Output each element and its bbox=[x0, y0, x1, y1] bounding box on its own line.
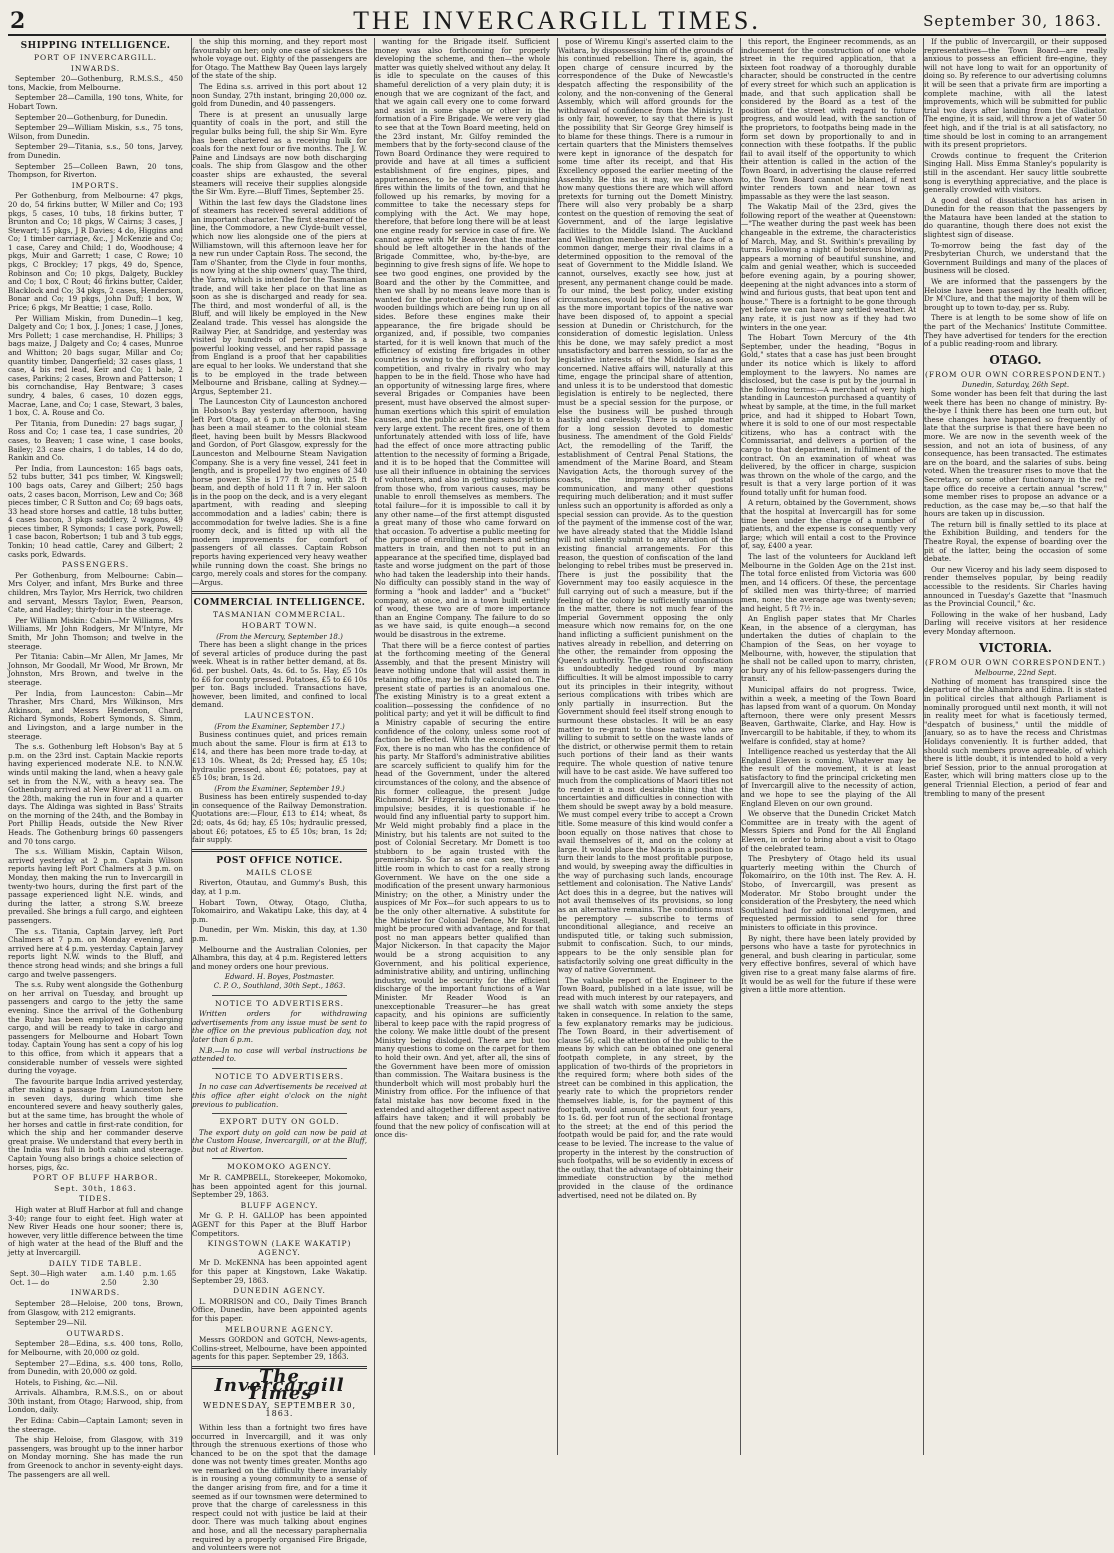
newspaper-page bbox=[8, 6, 1107, 1553]
paragraph: September 20—Gothenburg, for Dunedin. bbox=[15, 112, 168, 122]
paragraph: The Launceston City of Launceston anchored in Hobson's Bay yesterday afternoon, having left Port Otago, at 6 p.m. on the 9th inst. She has been a mail steamer to the colonial steam fleet, having been built by Messrs Blackwood and Gordon, of Port Glasgow, expressly for the Launceston and Melbourne Steam Navigation Company. She is a very fine vessel, 241 feet in length, and is propelled by two engines of 340 horse power. She is 177 ft long, with 25 ft beam, and depth of hold 11 ft 7 in. Her saloon is in the poop on the deck, and is a very elegant apartment, with reading and sleeping accommodation and a ladies' cabin; there is accommodation for twelve ladies. She is a fine roomy deck, and is fitted up with all the modern improvements for comfort of passengers of all classes. Captain Robson reports having experienced very heavy weather while running down the coast. She brings no cargo, merely coals and stores for the company.—Argus. bbox=[192, 397, 367, 587]
paragraph: The s.s. Ruby went alongside the Gothenburg on her arrival on Tuesday, and brought up passengers and cargo to the jetty the same evening. Since the arrival of the Gothenburg the Ruby has been employed in discharging cargo, and will be ready to take in cargo and passengers for Melbourne and Hobart Town today. Captain Young has sent a copy of his log to this office, from which it appears that a considerable number of vessels were sighted during the voyage. bbox=[8, 980, 183, 1076]
sub-heading: BLUFF AGENCY. bbox=[240, 1200, 319, 1210]
sub-heading: NOTICE TO ADVERTISERS. bbox=[215, 1071, 344, 1081]
paragraph: September 28—Edina, s.s. 400 tons, Rollo, for Melbourne, with 20,000 oz gold. bbox=[8, 1339, 183, 1357]
column-3 bbox=[374, 38, 550, 1455]
paragraph: We observe that the Dunedin Cricket Match Committee are in treaty with the agent of Messrs Spiers and Pond for the All England Eleven, in order to bring about a visit to Otago of the celebrated team. bbox=[741, 809, 916, 853]
tide-table-title: DAILY TIDE TABLE. bbox=[48, 1258, 143, 1268]
table-cell: a.m. 1.40 bbox=[100, 1270, 135, 1279]
paragraph: The favourite barque India arrived yesterday, after making a passage from Launceston here in seven days, during which time she encountered severe and heavy southerly gales, but at the same time, has brought the whole of her horses and cattle in first-rate condition, for which the ship and her commander deserve great praise. We understand that every berth in the India was full in both cabin and steerage. Captain Young also brings a choice selection of horses, pigs, &c. bbox=[8, 1076, 183, 1172]
column-1 bbox=[8, 38, 183, 1479]
sub-heading: HOBART TOWN. bbox=[241, 621, 318, 630]
paragraph: September 29—William Miskin, s.s., 75 tons, Wilson, from Dunedin. bbox=[8, 123, 183, 141]
paragraph: There has been a slight change in the prices of several articles of produce during the past week. Wheat is in rather better demand, at 8s. 6d. per bushel. Oats, 4s. 6d. to 5s. Hay, £5 10s to £6 for county pressed. Potatoes, £5 to £6 10s per ton. Bags included. Transactions have, however, been limited, and confined to local demand. bbox=[192, 640, 367, 710]
paragraph: Business continues quiet, and prices remain much about the same. Flour is firm at £13 to £14, and there has been more trade to-day, at £13 10s. Wheat, 8s 2d; Pressed hay, £5 10s; hydraulic pressed, about £6; potatoes, pay at £5 10s; bran, 1s 2d. bbox=[192, 730, 367, 783]
paragraph: Melbourne and the Australian Colonies, per Alhambra, this day, at 4 p.m. Registered letters and money orders one hour previous. bbox=[192, 944, 367, 971]
sub-heading: MELBOURNE AGENCY. bbox=[225, 1324, 334, 1334]
sub-heading: INWARDS. bbox=[70, 63, 121, 73]
tide-table bbox=[8, 1270, 183, 1287]
source-note: (From the Examiner, September 17.) bbox=[214, 722, 345, 731]
paragraph: Municipal affairs do not progress. Twice, within a week, a meeting of the Town Board has lapsed from want of a quorum. On Monday afternoon, there were only present Messrs Beaven, Garthwaite, Clarke, and Hay. How is Invercargill to be habitable, if they, to whom its welfare is confided, stay at home? bbox=[741, 684, 916, 746]
paragraph: this report, the Engineer recommends, as an inducement for the construction of one whole street in the required application, that a sixteen foot roadway of a thoroughly durable character, should be constructed in the centre of every street for which such an application is made, and that such application shall be considered by the Board as a test of the position of the street with regard to future progress, and would lead, with the sanction of the proprietors, to footpaths being made in the form set down by proportionally to and in connection with these footpaths. If the public fail to avail itself of the opportunity to which their attention is called in the action of the Town Board, in advertising the clause referred to, the Town Board cannot be blamed, if next winter renders town and near town as impassable as they were the last season. bbox=[741, 37, 916, 201]
section-heading: SHIPPING INTELLIGENCE. bbox=[20, 41, 171, 51]
paragraph: There is at present an unusually large quantity of coals in the port, and still the regular bulks being full, the ship Sir Wm. Eyre has been chartered as a receiving hulk for coals for the next four or five months. The J. W. Paine and Lindsays are now both discharging coals. The ship from Glasgow and the other coaster ships are exhausted, the several steamers will receive their supplies alongside the Sir Wm. Eyre.—Bluff Times, September 25. bbox=[192, 109, 367, 197]
sub-heading: TASMANIAN COMMERCIAL. bbox=[213, 610, 346, 620]
paragraph: the ship this morning, and they report most favourably on her; only one case of sickness the whole voyage out. Eighty of the passengers are for Otago. The Matthew Bay Queen lays largely of the state of the ship. bbox=[192, 37, 367, 81]
paragraph: In no case can Advertisements be received at this office after eight o'clock on the night previous to publication. bbox=[192, 1082, 367, 1109]
paragraph: wanting for the Brigade itself. Sufficient money was also forthcoming for properly developing the scheme, and then—the whole matter was quietly shelved without any delay. It is idle to speculate on the causes of this shameful dereliction of a very plain duty; it is enough that we are cognizant of the fact, and that we again call every one to come forward and assist in some shape or other in the formation of a Fire Brigade. We were very glad to see that at the Town Board meeting, held on the 23rd instant, Mr. Gilfoy reminded the members that by the forty-second clause of the Town Board Ordinance they were required to provide and have at all times a sufficient establishment of fire engines, pipes, and appurtenances, to be used for extinguishing fires within the limits of the town, and that he followed up his remarks, by moving for a committee to take the necessary steps for complying with the Act. We may hope, therefore, that before long there will be at least one engine ready for service in case of fire. We cannot agree with Mr Beaven that the matter should be left altogether in the hands of the Brigade Committee, who, by-the-bye, are beginning to give fresh signs of life. We hope to see two good engines, one provided by the Board and the other by the Committee, and then we shall by no means leave more than is wanted for the protection of the long lines of wooden buildings which are being run up on all sides. Before these engines make their appearance, the fire brigade should be organized, and, if possible, two companies started, for it is well known that much of the efficiency of existing fire brigades in other countries is owing to the efforts put on foot by competition, and rivalry in rivalry who may happen to be in the field. Those who have had an opportunity of witnessing large fires, where several Brigades or Companies have been present, must have observed the almost super-human exertions which this spirit of emulation causes, and the public are the gainers by it to a very large extent. The recent fires, one of them unfortunately attended with loss of life, have had the effect of once more attracting public attention to the necessity of forming a Brigade, and it is to be hoped that the Committee will use all their influence in obtaining the services of volunteers, and also in getting subscriptions from those who, from various causes, may be unable to enroll themselves as members. The total failure—for it is impossible to call it by any other name—of the first attempt disgusted a great many of those who came forward on that occasion. To advertise a public meeting for the purpose of enrolling members and setting matters in train, and then not to put in an appearance at the specified time, displayed bad taste and worse judgment on the part of those who had taken the leadership into their hands. No difficulty can possibly stand in the way of forming a "hook and ladder" and a "bucket" company, at once, and in a town built entirely of wood, these two are of more importance than an Engine Company. The failure to do so as we have said, is quite enough—a second would be disastrous in the extreme. bbox=[375, 37, 550, 639]
paragraph: Per Titania: Cabin—Mr Allen, Mr James, Mr Johnson, Mr Goodall, Mr Wood, Mr Brown, Mr Johnston, Mrs Brown, and twelve in the steerage. bbox=[8, 652, 183, 687]
divider bbox=[192, 849, 367, 852]
paragraph: Per India, from Launceston: 165 bags oats, 52 tubs butter, 341 pcs timber, W. Kingswell; 100 bags oats, Carey and Gilbert; 250 bags oats, 2 cases bacon, Morrison, Lew and Co; 368 pieces timber, C R Sutton and Co; 69 bags oats, 33 head store horses and cattle, 18 tubs butter, 4 cases bacon, 3 pkgs saddlery, 2 wagons, 49 pieces timber, R Symonds; 1 case pork, Powell; 1 case bacon, Robertson; 1 tub and 3 tub eggs, Tonkin; 10 head cattle, Carey and Gilbert; 2 casks pork, Edwards. bbox=[8, 463, 183, 559]
paragraph: Per India, from Launceston: Cabin—Mr Thrasher, Mrs Chard, Mrs Wilkinson, Mrs Atkinson, and Messrs Henderson, Chard, Richard Symonds, Robert Symonds, S. Simm, and Livingston, and a large number in the steerage. bbox=[8, 688, 183, 741]
paragraph: The last of the volunteers for Auckland left Melbourne in the Golden Age on the 21st inst. The total force enlisted from Victoria was 600 men, and 14 officers. Of these, the percentage of skilled men was thirty-three; of married men, none; the average age was twenty-seven; and height, 5 ft 7½ in. bbox=[741, 552, 916, 613]
paragraph: An English paper states that Mr Charles Kean, in the absence of a clergyman, has undertaken the duties of chaplain to the Champion of the Seas, on her voyage to Melbourne, with, however, the stipulation that he shall not be called upon to marry, christen, or bury any of his fellow-passengers during the transit. bbox=[741, 614, 916, 684]
table-cell: 2.50 bbox=[100, 1278, 117, 1287]
paragraph: Some wonder has been felt that during the last week there has been no change of ministry. By-the-bye I think there has been one turn out, but these changes have happened so frequently of late that the surprise is that there have been no more. We are now in the seventh week of the session, and not an iota of business, of any consequence, has been transacted. The estimates are on the board, and the salaries of subs. being voted. When the treasurer rises to move that the Secretary, or some other functionary in the red tape office do receive a certain annual "screw," some member rises to propose an advance or a reduction, as the case may be,—so that half the hours are taken up in discussion. bbox=[924, 388, 1107, 519]
paper-nameplate: The Invercargill Times bbox=[214, 1365, 345, 1405]
source-note: (From the Examiner, September 19.) bbox=[214, 784, 345, 793]
paragraph: Nothing of moment has transpired since the departure of the Alhambra and Edina. It is stated in political circles that although Parliament is nominally prorogued until next month, it will not in reality meet for what is facetiously termed, "despatch of business," until the middle of January, so as to have the recess and Christmas Holidays conveniently. It is further added, that should such members prove agreeable, of which there is little doubt, it is intended to hold a very brief Session, prior to the annual prorogation at Easter, which will bring matters close up to the general Triennial Election, a period of fear and trembling to many of the present bbox=[924, 676, 1107, 798]
paragraph: That there will be a fierce contest of parties at the forthcoming meeting of the General Assembly, and that the present Ministry will leave nothing undone that will assist them in retaining office, may be fully calculated on. The present state of parties is an anomalous one. The existing Ministry is to a great extent a coalition—possessing the confidence of no political party; and yet it will be difficult to find a Ministry capable of securing the entire confidence of the colony, unless some root of faction be effected. With the exception of Mr Fox, there is no man who has the confidence of his party. Mr Stafford's administrative abilities are scarcely sufficient to qualify him for the head of the Government, under the altered circumstances of the colony, and the absence of his former colleague, the present Judge Richmond. Mr Fitzgerald is too romantic—too impulsive; besides, it is questionable if he would find any influential party to support him. Mr Weld might probably find a place in the Ministry, but his talents are not suited to the post of Colonial Secretary. Mr Domett is too stubborn to be again trusted with the premiership. So far as one can see, there is little room in which to cast for a really strong Government. We have on the one side a modification of the present unwary harmonious Ministry; on the other, a Ministry under the auspices of Mr Fox—for such appears to us to be the only other alternative. A substitute for the Minister for Colonial Defence, Mr Russell, might be procured with advantage, and for that post no man appears better qualified than Major Nickerson. In that capacity the Major would be a strong acquisition to any Government, and his political experience, administrative ability, and untiring, unflinching industry, would be security for the efficient discharge of the important functions of a War Minister. Mr Reader Wood is an unexceptionable Treasurer—he has great capacity, and his opinions are sufficiently liberal to keep pace with the rapid progress of the colony. We make little doubt of the present Ministry being dislodged. There are but too many questions to come on the carpet for them to hold their own. And yet, after all, the sins of the Government have been more of omission than commission. The Waitara business is the thunderbolt which will most probably hurl the Ministry from office. For the influence of that fatal mistake has now become fixed in the extended and altogether different aspect native affairs have taken; and it will probably be found that the new policy of confiscation will at once dis- bbox=[375, 640, 550, 1140]
paragraph: Within the last few days the Gladstone lines of steamers has received several additions of an important character. The first steamer of the line, the Commodore, a new Clyde-built vessel, which now lies alongside one of the piers at Williamstown, will this afternoon leave her for a new run under Captain Ross. The second, the Tam o'Shanter, from the Clyde in four months, is now lying at the ship owners' quay. The third, the Yarra, which is intended for the Tasmanian trade, and will take her place on that line as soon as she is discharged and ready for sea. The third, and most wonderful of all, is the Bluff, and will likely be employed in the New Zealand trade. This vessel has alongside the Railway Pier, at Sandridge, and yesterday was visited by hundreds of persons. She is a powerful looking vessel, and her rapid passage from England is a proof that her capabilities are equal to her looks. We understand that she is to be employed in the trade between Melbourne and Brisbane, calling at Sydney.—Argus, September 21. bbox=[192, 197, 367, 396]
sub-heading: KINGSTOWN (LAKE WAKATIP) AGENCY. bbox=[207, 1239, 352, 1257]
section-heading: POST OFFICE NOTICE. bbox=[216, 855, 343, 866]
paragraph: There is at length to be some show of life on the part of the Mechanics' Institute Committee. They have advertised for tenders for the erection of a public reading-room and library. bbox=[924, 313, 1107, 349]
paragraph: The Edina s.s. arrived in this port about 12 noon Sunday, 27th instant, bringing 20,000 oz. gold from Dunedin, and 40 passengers. bbox=[192, 81, 367, 109]
paragraph: The s.s. Titania, Captain Jarvey, left Port Chalmers at 7 p.m. on Monday evening, and arrived here at 4 p.m. yesterday. Captain Jarvey reports light N.W. winds to the Bluff, and thence strong head winds; and she brings a full cargo and twelve passengers. bbox=[8, 926, 183, 979]
paragraph: High water at Bluff Harbor at full and change 3·40; range four to eight feet. High water at New River Heads one hour sooner; there is, however, very little difference between the time of high water at the head of the Bluff and the jetty at Invercargill. bbox=[8, 1205, 183, 1257]
paragraph: Written orders for withdrawing advertisements from any issue must be sent to the office on the previous publication day, not later than 6 p.m. bbox=[192, 1009, 367, 1044]
section-heading: OTAGO. bbox=[989, 352, 1042, 367]
paragraph: Messrs GORDON and GOTCH, News-agents, Collins-street, Melbourne, have been appointed agents for this paper. September 29, 1863. bbox=[192, 1335, 367, 1362]
divider bbox=[212, 1158, 347, 1159]
paragraph: Per Gothenburg, from Melbourne: 47 pkgs, 20 do, 54 firkins butter, W Miller and Co; 193 pkgs, 5 cases, 10 tubs, 18 firkins butter, T Brunton and Co; 18 pkgs, W Cairns; 3 cases, J Stewart; 15 pkgs, J R Davies; 4 do, Higgins and Co; 1 timber carriage, &c., J McKenzie and Co; 1 case, Carey and Child; 1 do, Woodhouse; 4 pkgs, Muir and Garrett; 1 case, C Rowe; 10 pkgs, C Brockley; 17 pkgs, 49 do, Spence, Robinson and Co; 10 pkgs, Dalgety, Buckley and Co; 1 box, C Rout; 46 firkins butter, Calder, Blacklock and Co; 34 pkgs, 2 cases, Henderson, Bonar and Co; 19 pkgs, John Duff; 1 box, W Price; 6 pkgs, Mr Beattie; 1 case, Rollo. bbox=[8, 191, 183, 313]
column-2 bbox=[191, 37, 367, 1553]
paragraph: The Presbytery of Otago held its usual quarterly meeting within the Church of Tokomairiro, on the 10th inst. The Rev. A. H. Stobo, of Invercargill, was present as Moderator. Mr Stobo brought under the consideration of the Presbytery, the need which Southland had for additional clergymen, and requested permission to send for three ministers to officiate in this province. bbox=[741, 854, 916, 932]
sub-heading: Sept. 30th, 1863. bbox=[54, 1183, 137, 1193]
column-6 bbox=[923, 38, 1107, 1455]
columns bbox=[8, 37, 1107, 1553]
divider bbox=[212, 1068, 347, 1069]
section-heading: COMMERCIAL INTELLIGENCE. bbox=[193, 598, 366, 609]
paragraph: September 28—Camilla, 190 tons, White, for Hobart Town. bbox=[8, 93, 183, 111]
divider bbox=[192, 591, 367, 594]
paragraph: A return, obtained by the Government, shows that the hospital at Invercargill has for some time been under the charge of a number of patients, and the expense is consequently very large; which will entail a cost to the Province of, say, £400 a year. bbox=[741, 498, 916, 551]
paragraph: Hobart Town, Otway, Otago, Clutha, Tokomairiro, and Wakatipu Lake, this day, at 4 p.m. bbox=[192, 897, 367, 924]
paragraph: The export duty on gold can now be paid at the Custom House, Invercargill, or at the Bluff, but not at Riverton. bbox=[192, 1127, 367, 1154]
paragraph: N.B.—In no case will verbal instructions be attended to. bbox=[192, 1045, 367, 1064]
page-number: 2 bbox=[10, 8, 26, 34]
table-row bbox=[8, 1279, 183, 1288]
paragraph: September 28—Heloise, 200 tons, Brown, from Glasgow, with 212 emigrants. bbox=[8, 1298, 183, 1317]
paragraph: The s.s. William Miskin, Captain Wilson, arrived yesterday at 2 p.m. Captain Wilson reports having left Port Chalmers at 3 p.m. on Monday, then making the run to Invercargill in twenty-two hours, during the first part of the passage experienced light N.E. winds, and during the latter, a strong S.W. breeze prevailed. She brings a full cargo, and eighteen passengers. bbox=[8, 847, 183, 925]
paragraph: Intelligence reached us yesterday that the All England Eleven is coming. Whatever may be the result of the movement, it is at least satisfactory to find the principal cricketing men of Invercargill alive to the necessity of action, and we hope to see the playing of the All England Eleven on our own ground. bbox=[741, 747, 916, 808]
paragraph: Following in the wake of her husband, Lady Darling will receive visitors at her residence every Monday afternoon. bbox=[924, 609, 1107, 636]
sub-heading: (FROM OUR OWN CORRESPONDENT.) bbox=[924, 369, 1107, 379]
section-heading: VICTORIA. bbox=[979, 640, 1052, 655]
dateline: Melbourne, 22nd Sept. bbox=[974, 669, 1057, 678]
paragraph: Arrivals. Alhambra, R.M.S.S., on or about 30th instant, from Otago; Harwood, ship, from London, daily. bbox=[8, 1388, 183, 1415]
sub-heading: NOTICE TO ADVERTISERS. bbox=[215, 998, 344, 1008]
paragraph: September 29—Titania, s.s., 50 tons, Jarvey, from Dunedin. bbox=[8, 142, 183, 160]
paragraph: Business has been entirely suspended to-day in consequence of the Railway Demonstration. Quotations are:—Flour, £13 to £14; wheat, 8s 2d; oats, 4s 6d; hay, £5 10s; hydraulic pressed, about £6; potatoes, £5 to £5 10s; bran, 1s 2d; fair supply. bbox=[192, 792, 367, 845]
paragraph: Per Gothenburg, from Melbourne: Cabin—Mrs Colyer, and infant, Mrs Burke and three children, Mrs Taylor, Mrs Herrick, two children and servant, Messrs Taylor, Ewen, Pearson, Cate, and Hadley; thirty-four in the steerage. bbox=[8, 570, 183, 615]
signature-date: C. P. O., Southland, 30th Sept., 1863. bbox=[213, 981, 346, 990]
paragraph: pose of Wiremu Kingi's asserted claim to the Waitara, by dispossessing him of the grounds of his continued rebellion. There is, again, the open charge of censure incurred by the correspondence of the Duke of Newcastle's despatch affecting the responsibility of the colony, and the non-convening of the General Assembly, which will afford grounds for the withdrawal of confidence from the Ministry. It is only fair, however, to say that there is just the possibility that Sir George Grey himself is to blame for these things. There is a rumour in certain quarters that the Ministers themselves were kept in ignorance of the despatch for some time after its receipt, and that His Excellency opposed the earlier meeting of the Assembly. Be this as it may, we have shown how many questions there are which will afford pretexts for turning out the Domett Ministry. There will also very probably be a sharp contest on the question of removing the seat of Government, and of the large legislative facilities to the Middle Island. The Auckland and Wellington members may, in the face of a common danger, merge their rival claims in a determined opposition to the removal of the seat of Government to the Middle Island. We cannot, ourselves, exactly see how, just at present, any permanent change could be made. To our mind, the best policy, under existing circumstances, would be for the House, as soon as the more important topics of the native war have been disposed of, to appoint a special session at Dunedin or Christchurch, for the consideration of domestic legislation. Unless this be done, we may safely predict a most unsatisfactory and barren session, so far as the legislative interests of the Middle Island are concerned. Native affairs will, naturally at this time, engage the principal share of attention, and unless it is to be understood that domestic legislation is entirely to be neglected, there must be a special session for the purpose, or else the business will be pushed through hastily and carelessly. There is ample matter for a long session devoted to domestic business. The amendment of the Gold Fields' Act, the remodelling of the Tariff, the establishment of Central Penal Stations, the amendment of the Marine Board, and Steam Navigation Acts, the thorough survey of the coasts, the improvement of postal communication, and many other questions requiring much deliberation; and it must suffer unless such an opportunity is afforded as only a special session can provide. As to the question of the payment of the immense cost of the war, we have already stated that the Middle Island will not silently submit to any alteration of the existing financial arrangements. For this reason, the question of confiscation of the land belonging to rebel tribes must be preserved in. There is just the possibility that the Government may too easily acquiesce in the full carrying out of such a measure, but if the feeling of the colony be sufficiently unanimous in the matter, there is not much fear of the Imperial Government opposing the only measure which now remains for, on the one hand inflicting a sufficient punishment on the natives already in rebellion, and deterring on the other, the remainder from opposing the Queen's authority. The question of confiscation is undoubtedly hedged round by many difficulties. It will be almost impossible to carry out its principles in their integrity, without serious complications with tribes which are only partially in insurrection. But the Government should feel itself strong enough to surmount these obstacles. It will be an easy matter to re-grant to those natives who are willing to submit to settle on the waste lands of the district, or otherwise permit them to retain such portions of their land as their wants require. The whole question of native tenure will have to be cast aside. We have suffered too much from the complications of Maori titles not to render it a most desirable thing that the uncertainties and difficulties in connection with them should be swept away by a bold measure. We must compel every tribe to accept a Crown title. Some measure of this kind would confer a boon equally on those natives that chose to avail themselves of it, and on the colony at large. It would place the Maoris in a position to turn their lands to the most profitable purpose, and would, by sweeping away the difficulties in the way of purchasing such lands, encourage settlement and colonisation. The Native Lands' Act does this in a degree, but the natives will not avail themselves of its provisions, so long as an alternative remains. The conditions must be peremptory — subscribe to terms of unconditional allegiance, and receive an undisputed title, or taking such submission, submit to confiscation. Such, to our minds, appears to be the only sensible plan for satisfactorily solving one great difficulty in the way of native Government. bbox=[558, 37, 733, 975]
paragraph: The s.s. Gothenburg left Hobson's Bay at 5 p.m. on the 23rd inst. Captain Mackie reports having experienced moderate N.E. to N.N.W. winds until making the land, when a heavy gale set in from the N.W., with a heavy sea. The Gothenburg arrived at New River at 11 a.m. on the 28th, making the run in four and a quarter days. The Aldinga was sighted in Bass' Straits on the morning of the 24th, and the Bombay in Port Phillip Heads, outside the New River Heads. The Gothenburg brings 60 passengers and 70 tons cargo. bbox=[8, 742, 183, 846]
paragraph: L. MORRISON and CO., Daily Times Branch Office, Dunedin, have been appointed agents for this paper. bbox=[192, 1296, 367, 1323]
paragraph: The return bill is finally settled to its place at the Exhibition Building, and tenders for the Theatre Royal, the expense of boarding over the pit of the latter, being the occasion of some debate. bbox=[924, 519, 1107, 564]
sub-heading: OUTWARDS. bbox=[66, 1328, 125, 1338]
table-cell: 2.30 bbox=[142, 1278, 159, 1287]
paragraph: Per William Miskin: Cabin—Mr Williams, Mrs Williams, Mr John Rodgers, Mr M'Intyre, Mr Smith, Mr John Thomson; and twelve in the steerage. bbox=[8, 615, 183, 651]
sub-heading: INWARDS. bbox=[70, 1288, 121, 1298]
paragraph: September 20—Gothenburg, R.M.S.S., 450 tons, Mackie, from Melbourne. bbox=[8, 74, 183, 92]
paragraph: The Hobart Town Mercury of the 4th September, under the heading, "Bogus in Gold," states that a case has just been brought under its notice which is likely to afford employment to the lawyers. No names are disclosed, but the case is put by the journal in the following terms:—A merchant of very high standing in Launceston purchased a quantity of wheat by sample, at the time, in the full market price, and had it shipped to Hobart Town, where it is sold to one of our most respectable citizens, who has a contract with the Commissariat, and delivers a portion of the cargo to that department, in fulfilment of the contract. On an examination of wheat was delivered, by the officer in charge, suspicion was thrown on the whole of the cargo, and the result is that a very large portion of it was found totally unfit for human food. bbox=[741, 333, 916, 497]
sub-heading: LAUNCESTON. bbox=[244, 710, 315, 720]
paragraph: If the public of Invercargill, or their supposed representatives—the Town Board—are really anxious to possess an efficient fire-engine, they will not have long to wait for an opportunity of doing so. By reference to our advertising columns it will be seen that a private firm are importing a complete machine, with all the latest improvements, which will be submitted for public trial two days after landing from the Gladiator. The engine, it is said, will throw a jet of water 50 feet high, and if the trial is at all satisfactory, no time should be lost in coming to an arrangement with its present proprietors. bbox=[924, 37, 1107, 150]
paragraph: Riverton, Otautau, and Gummy's Bush, this day, at 1 p.m. bbox=[192, 878, 367, 897]
sub-heading: DUNEDIN AGENCY. bbox=[233, 1286, 326, 1296]
sub-heading: PASSENGERS. bbox=[61, 560, 130, 570]
newspaper-title: THE INVERCARGILL TIMES. bbox=[353, 6, 761, 35]
paragraph: Crowds continue to frequent the Criterion Singing Hall. Miss Emma Stanley's popularity is still in the ascendant. Her saucy little soubrette song is everything appreciative, and the place is generally crowded with visitors. bbox=[924, 150, 1107, 195]
table-cell: Oct. 1— do bbox=[10, 1278, 50, 1287]
paragraph: Mr D. McKENNA has been appointed agent for this paper at Kingstown, Lake Wakatip. September 29, 1863. bbox=[192, 1258, 367, 1285]
sub-heading: MOKOMOKO AGENCY. bbox=[227, 1162, 332, 1172]
paragraph: Dunedin, per Wm. Miskin, this day, at 1.30 p.m. bbox=[192, 925, 367, 943]
sub-heading: PORT OF BLUFF HARBOR. bbox=[32, 1173, 159, 1183]
paragraph: A good deal of dissatisfaction has arisen in Dunedin for the reason that the passengers by the Mataura have been landed at the station to do quarantine, though there does not exist the slightest sign of disease. bbox=[924, 195, 1107, 240]
paragraph: Within less than a fortnight two fires have occurred in Invercargill, and it was only through the strenuous exertions of those who chanced to be on the spot that the damage done was not twenty times greater. Months ago we remarked on the difficulty there invariably is in rousing a young community to a sense of the danger arising from fire, and for a time it seemed as if our townsmen were determined to prove that the charge of carelessness in this respect could not with justice be laid at their door. There was much talking about engines and hose, and all the necessary paraphernalia required by a properly organised Fire Brigade, and volunteers were not bbox=[192, 1422, 367, 1553]
paragraph: The valuable report of the Engineer to the Town Board, published in a late issue, will be read with much interest by our ratepayers, and we shall watch with some anxiety the steps taken in consequence. In relation to the same, a few explanatory remarks may be judicious. The Town Board, in their advertisement of clause 56, call the attention of the public to the means by which can be obtained one general footpath complete, in any street, by the application of two-thirds of the proprietors in the required form; where both sides of the street can be combined in this application, the yearly rate to which the proprietors render themselves liable, is, for the payment of this footpath, would amount, for about four years, to 1s. 6d. per foot run of the sectional frontage to the street; at the end of this period the footpath would be paid for, and the rate would cease to be levied. The increase to the value of property in the interest by the construction of such footpaths, will be so evidently in excess of the outlay, that the advantage of obtaining their immediate construction by the method provided in the clause of the ordinance advertised, need not be dilated on. By bbox=[558, 975, 733, 1200]
source-note: (From the Mercury, September 18.) bbox=[216, 632, 343, 641]
paragraph: By night, there have been lately provided by persons who have a taste for pyrotechnics in general, and bush clearing in particular, some very effective bonfires, several of which have given rise to a great many false alarms of fire. It would be as well for the future if these were given a little more attention. bbox=[741, 933, 916, 995]
paragraph: September 29—Nil. bbox=[15, 1318, 87, 1328]
paragraph: Per William Miskin, from Dunedin—1 keg, Dalgety and Co; 1 box, J. Jones; 1 case, J Jones, Mrs Pollett; 1 case merchandise, H. Phillips; 3 bags maize, J Dalgety and Co; 4 cases, Munroe and Whitton; 20 bags sugar, Millar and Co; quantity timber, Dangerfield; 32 cases glass, 1 case, 4 bis red lead, Keir and Co; 1 bale, 2 cases, Parkins; 2 cases, Brown and Patterson; 1 bis cornchandise, Hay Bentware; 3 cases sundry, 4 bales, 6 cases, 10 dozen eggs, Macrae, Lane, and Co; 1 case, Stewart, 3 bales, 1 box, C. A. Rouse and Co. bbox=[8, 313, 183, 418]
table-cell: Sept. 30—High water bbox=[10, 1270, 87, 1279]
paragraph: Per Titania, from Dunedin: 27 bags sugar, J Ross and Co; 1 case tea, 1 case sundries, 20 cases, to Beaven; 1 case wine, 1 case books, Bailey; 23 case chairs, 1 do tables, 14 do do, Rankin and Co. bbox=[8, 418, 183, 463]
signature: Edward. H. Boyes, Postmaster. bbox=[224, 973, 335, 982]
table-row bbox=[8, 1270, 183, 1279]
sub-heading: IMPORTS. bbox=[71, 180, 120, 190]
sub-heading: EXPORT DUTY ON GOLD. bbox=[219, 1117, 340, 1127]
sub-heading: (FROM OUR OWN CORRESPONDENT.) bbox=[924, 657, 1107, 667]
table-cell: p.m. 1.65 bbox=[142, 1270, 177, 1279]
paragraph: Per Edina: Cabin—Captain Lamont; seven in the steerage. bbox=[8, 1416, 183, 1434]
masthead bbox=[8, 6, 1106, 36]
sub-heading: TIDES. bbox=[79, 1194, 112, 1204]
divider bbox=[212, 995, 347, 996]
editorial-date: WEDNESDAY, SEPTEMBER 30, 1863. bbox=[202, 1400, 357, 1419]
paragraph: To-morrow being the fast day of the Presbyterian Church, we understand that the Government Buildings and many of the places of business will be closed. bbox=[924, 240, 1107, 276]
paragraph: The ship Heloise, from Glasgow, with 319 passengers, was brought up to the inner harbor on Monday morning. She has made the run from Greenock to anchor in seventy-eight days. The passengers are all well. bbox=[8, 1435, 183, 1479]
paragraph: Hotels, to Fishing, &c.—Nil. bbox=[15, 1377, 118, 1387]
paragraph: We are informed that the passengers by the Heloise have been passed by the health officer, Dr M'Clure, and that the majority of them will be brought up to town to-day, per ss. Ruby. bbox=[924, 277, 1107, 312]
column-4 bbox=[557, 38, 733, 1455]
paragraph: September 27—Edina, s.s. 400 tons, Rollo, from Dunedin, with 20,000 oz gold. bbox=[8, 1358, 183, 1377]
issue-date: September 30, 1863. bbox=[923, 12, 1102, 30]
paragraph: The Wakatip Mail of the 23rd, gives the following report of the weather at Queenstown:—"The weather during the past week has been changeable in the extreme, the characteristics of March, May, and St. Swithin's prevailing by turns. Following a night of boisterous blowing, appears a morning of beautiful sunshine, and calm and genial weather, which is succeeded before evening again, by a pouring shower, deepening at the night advances into a storm of wind and furious gusts, that beat upon tent and house." There is a fortnight to be gone through yet before we can have any settled weather. At any rate, it is just now as if they had two winters in the one year. bbox=[741, 202, 916, 332]
paragraph: September 25—Colleen Bawn, 20 tons, Thompson, for Riverton. bbox=[8, 161, 183, 180]
paragraph: Mr G. P. H. GALLOP has been appointed AGENT for this Paper at the Bluff Harbor Competitors. bbox=[192, 1211, 367, 1238]
sub-heading: MAILS CLOSE bbox=[245, 867, 314, 877]
dateline: Dunedin, Saturday, 26th Sept. bbox=[961, 381, 1070, 390]
column-5 bbox=[740, 38, 916, 1455]
paragraph: Mr R. CAMPBELL, Storekeeper, Mokomoko, has been appointed agent for this journal. September 29, 1863. bbox=[192, 1173, 367, 1200]
paragraph: Our new Viceroy and his lady seem disposed to render themselves popular, by being readily accessible to the residents. Sir Charles having announced in Tuesday's Gazette that "Inasmuch as the Provincial Council," &c. bbox=[924, 564, 1107, 609]
sub-heading: PORT OF INVERCARGILL. bbox=[34, 53, 157, 62]
divider bbox=[212, 1113, 347, 1114]
